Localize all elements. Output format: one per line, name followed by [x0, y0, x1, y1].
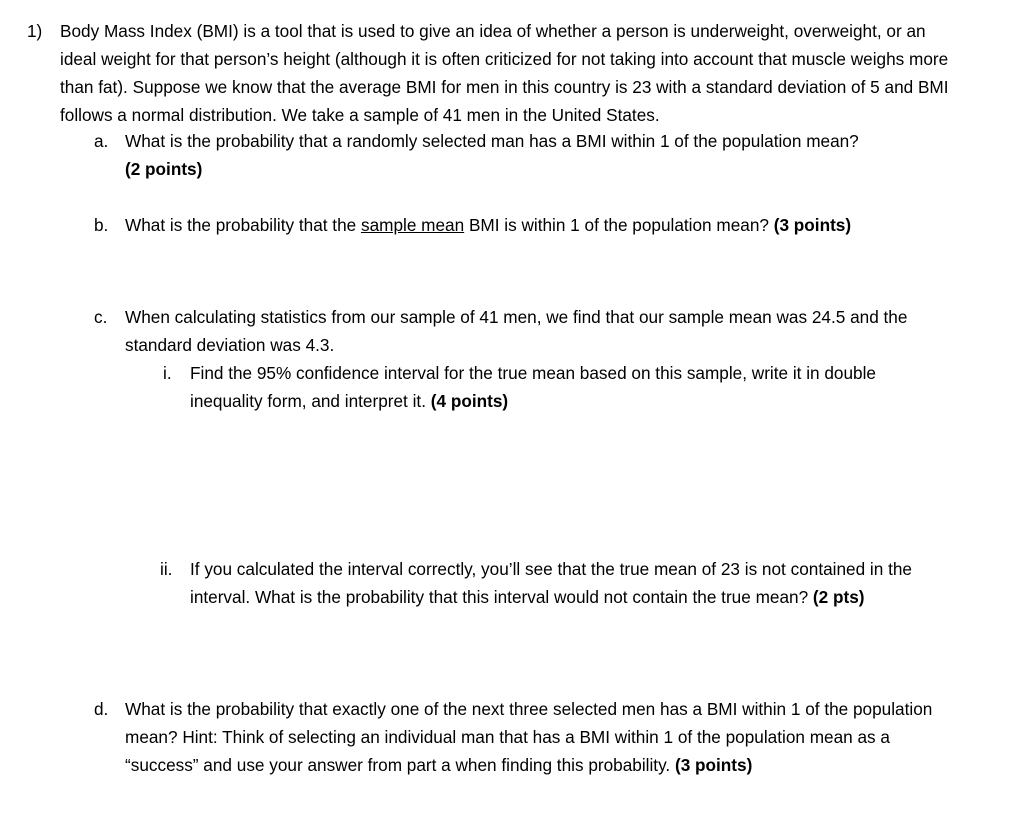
- part-b-points: 3 points: [779, 215, 846, 235]
- part-c-i-points-close: ): [502, 391, 509, 411]
- part-c-ii-text: [190, 555, 970, 611]
- part-c-ii-body: If you calculated the interval correctly, you’ll see that the true mean of 23 is not contained in the interval. What is the probability that this interval would not contain the true mean?: [190, 559, 912, 607]
- part-c-i-text: [190, 359, 940, 415]
- part-c-text: When calculating statistics from our sample of 41 men, we find that our sample mean was 24.5 and the standard deviation was 4.3.: [125, 307, 908, 355]
- part-b-underlined-term: sample mean: [360, 215, 465, 235]
- part-c-ii-marker: ii.: [160, 559, 173, 579]
- part-d-text: [125, 695, 955, 779]
- part-a-points: (2 points): [125, 159, 203, 179]
- part-d: [125, 695, 955, 779]
- part-c-ii-points-close: ): [858, 587, 865, 607]
- part-c-ii: [190, 555, 970, 611]
- part-b-text: [125, 211, 1005, 239]
- part-d-body: What is the probability that exactly one of the next three selected men has a BMI within 1 of the population mean? Hint: Think of selecting an individual man that has a BMI within 1 of the population mean as a “success” and use your answer from part a when finding this probability.: [125, 699, 933, 775]
- part-b-marker: b.: [94, 215, 109, 235]
- part-d-points: 3 points: [680, 755, 747, 775]
- part-b-points-close: ): [845, 215, 852, 235]
- part-c: [125, 303, 940, 359]
- part-d-marker: d.: [94, 699, 109, 719]
- part-c-i-marker: i.: [163, 363, 172, 383]
- part-c-i-points: 4 points: [436, 391, 503, 411]
- part-c-marker: c.: [94, 307, 108, 327]
- part-c-ii-points: 2 pts: [818, 587, 859, 607]
- question-stem: [60, 17, 965, 129]
- part-a-text: What is the probability that a randomly selected man has a BMI within 1 of the population mean?: [125, 131, 859, 151]
- question-stem-text: Body Mass Index (BMI) is a tool that is used to give an idea of whether a person is underweight, overweight, or an ideal weight for that person’s height (although it is often criticized for not taking into account that muscle weighs more than fat). Suppose we know that the average BMI for men in this country is 23 with a standard deviation of 5 and BMI follows a normal distribution. We take a sample of 41 men in the United States.: [60, 21, 949, 125]
- part-a-marker: a.: [94, 131, 109, 151]
- part-d-points-close: ): [746, 755, 753, 775]
- part-a: [125, 127, 935, 183]
- part-c-ii-points-open: (: [812, 587, 819, 607]
- part-c-i: [190, 359, 940, 415]
- part-b-text-after: BMI is within 1 of the population mean?: [464, 215, 774, 235]
- part-b: [125, 211, 1005, 239]
- part-b-text-before: What is the probability that the: [125, 215, 361, 235]
- part-b-points-open: (: [773, 215, 780, 235]
- part-c-i-points-open: (: [430, 391, 437, 411]
- part-d-points-open: (: [674, 755, 681, 775]
- part-c-i-body: Find the 95% confidence interval for the true mean based on this sample, write it in double inequality form, and interpret it.: [190, 363, 876, 411]
- question-number: 1): [27, 21, 43, 41]
